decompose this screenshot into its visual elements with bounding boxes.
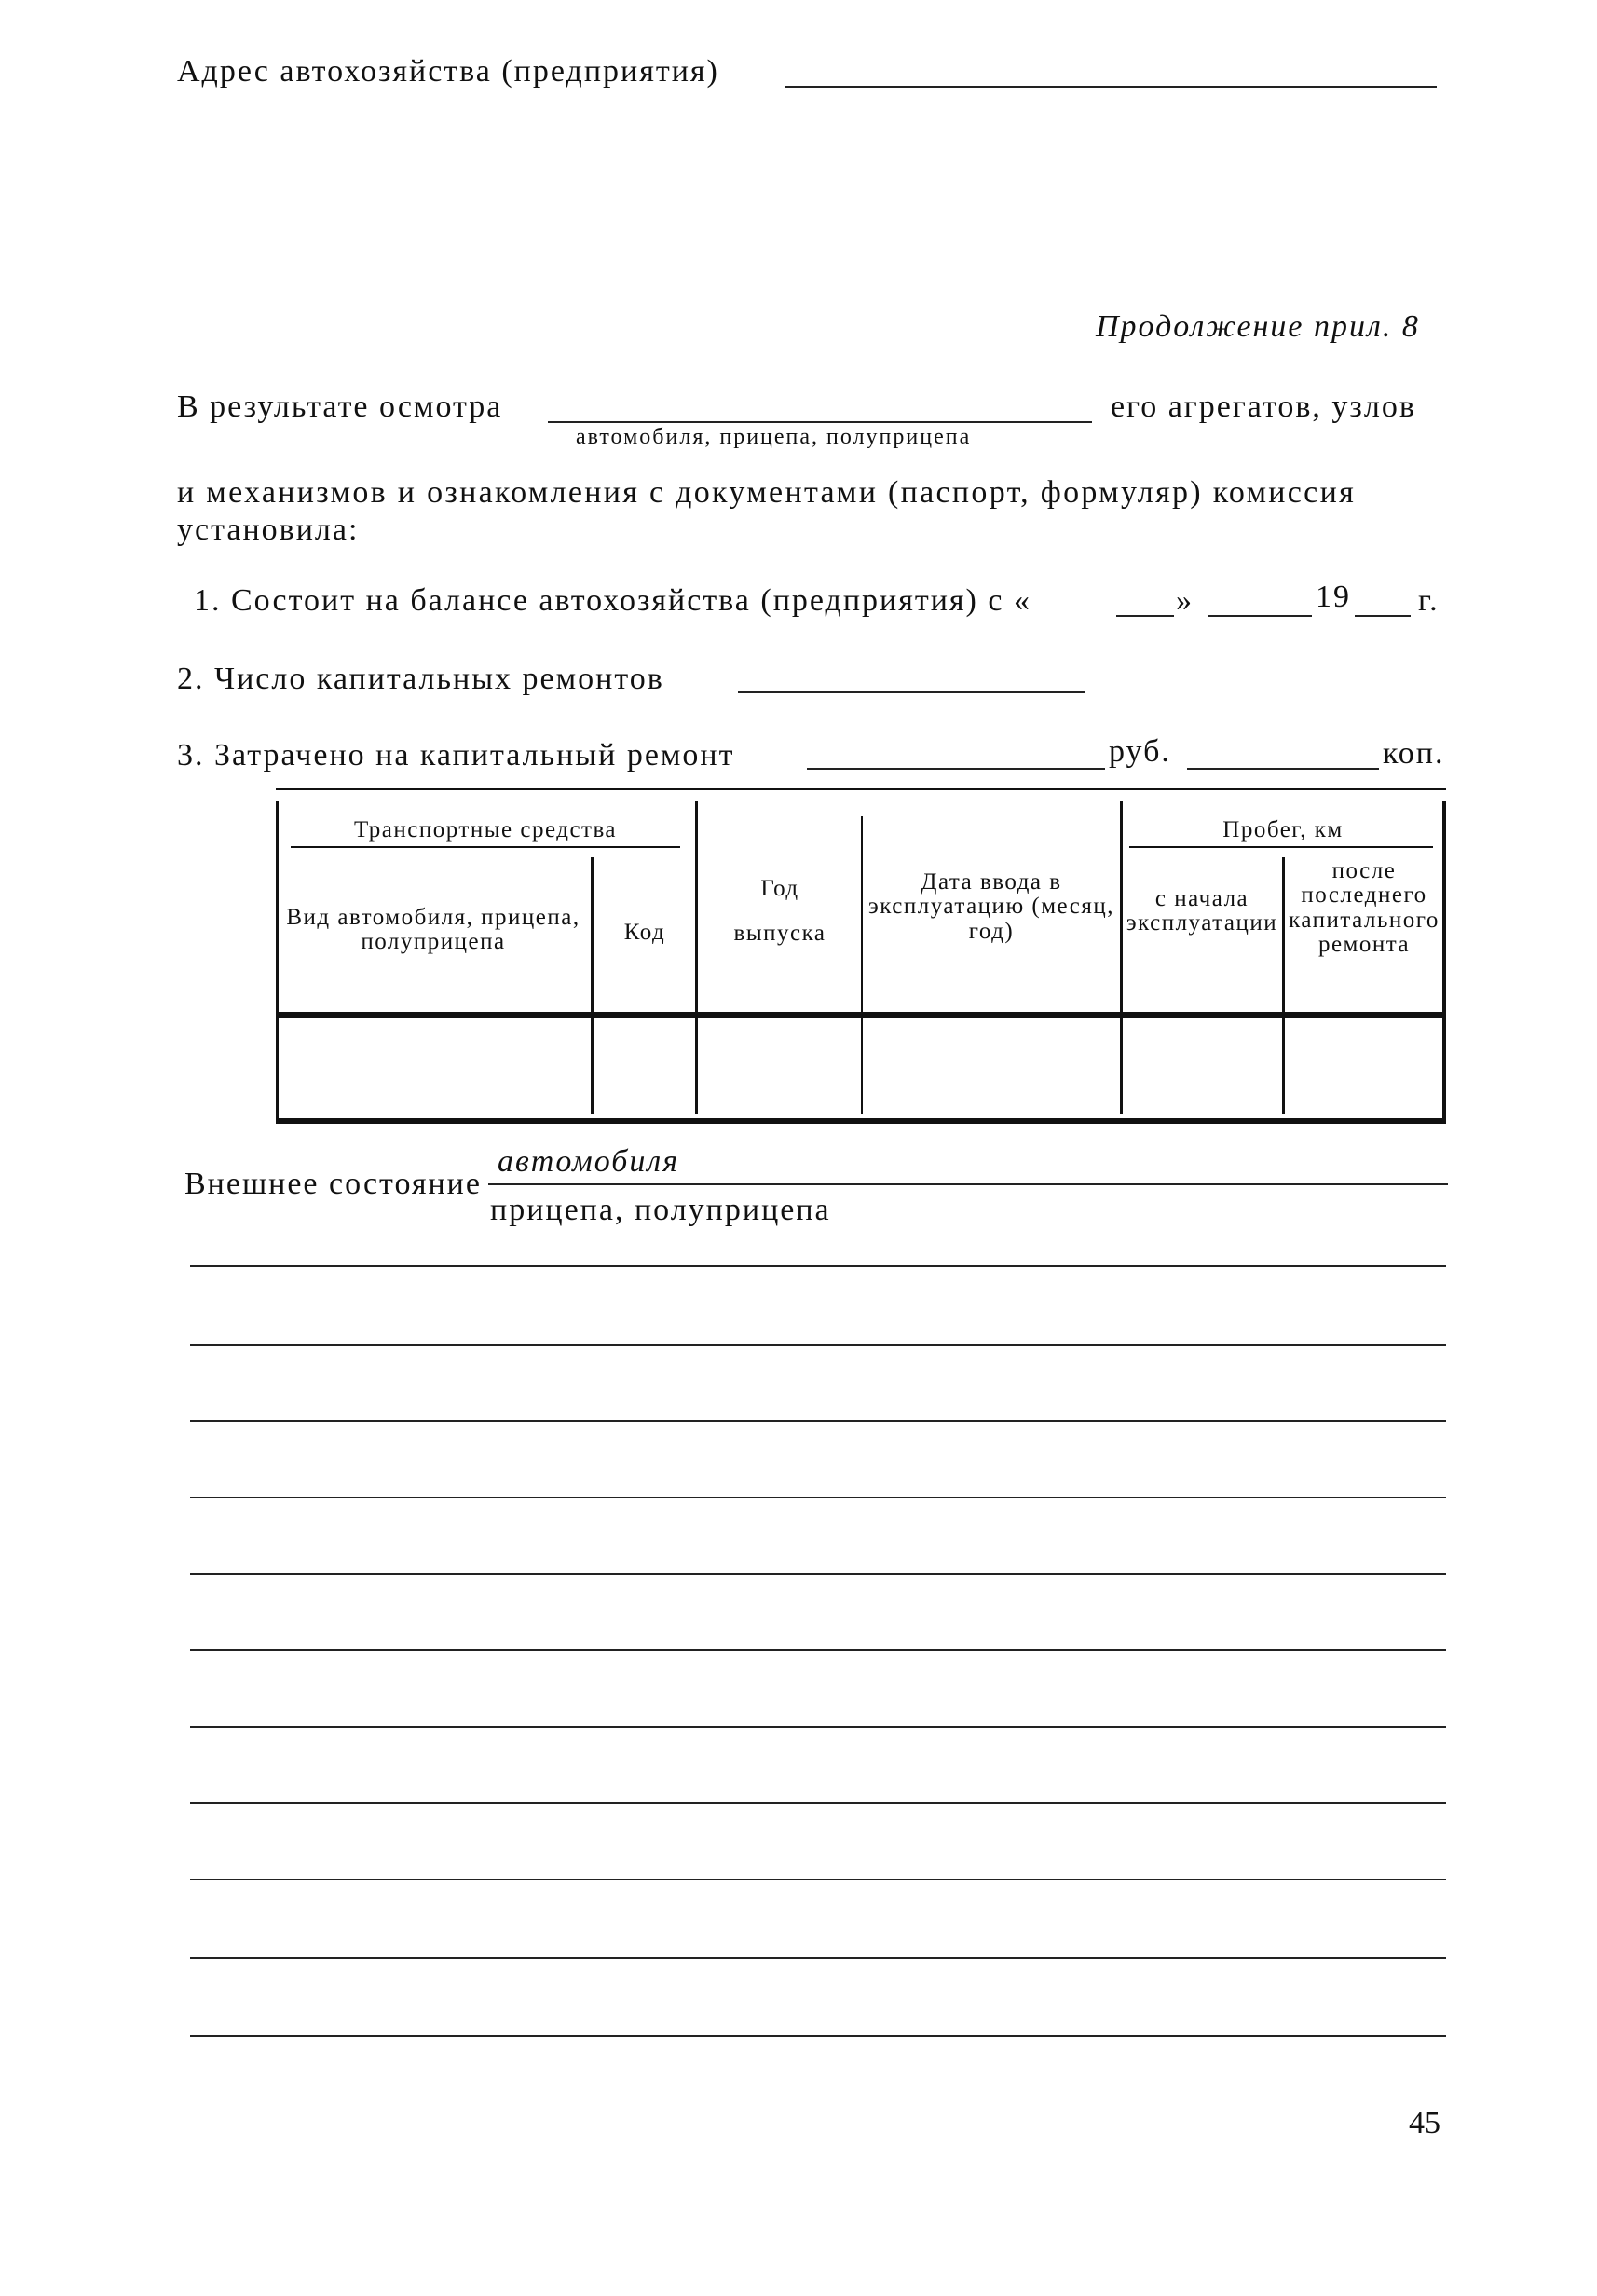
item2-field[interactable] (738, 691, 1085, 693)
item1-day-field[interactable] (1116, 615, 1174, 617)
header-transport-group: Транспортные средства (353, 817, 618, 842)
writing-line[interactable] (190, 1420, 1446, 1422)
mileage-group-underline (1129, 846, 1433, 848)
writing-line[interactable] (190, 1573, 1446, 1575)
divider-date-mileage (1120, 801, 1123, 1114)
cell-code[interactable] (594, 1021, 693, 1114)
item1-year-field[interactable] (1355, 615, 1411, 617)
writing-line[interactable] (190, 2035, 1446, 2037)
writing-line[interactable] (190, 1879, 1446, 1880)
writing-line[interactable] (190, 1649, 1446, 1651)
item2-text: 2. Число капитальных ремонтов (177, 662, 664, 696)
header-type: Вид автомобиля, прицепа, полуприцепа (286, 905, 580, 955)
header-mileage-group: Пробег, км (1222, 817, 1344, 842)
address-field[interactable] (785, 86, 1437, 88)
table-left-border (276, 801, 279, 1118)
intro-end: его агрегатов, узлов (1111, 390, 1416, 424)
external-fraction-line[interactable] (488, 1183, 1448, 1185)
transport-group-underline (291, 846, 680, 848)
item3-rub-field[interactable] (807, 768, 1105, 770)
writing-line[interactable] (190, 1957, 1446, 1959)
divider-type-code (591, 857, 594, 1114)
cell-since-repair[interactable] (1286, 1021, 1440, 1114)
header-since-start: с начала эксплуатации (1126, 886, 1278, 936)
external-lower: прицепа, полуприцепа (490, 1193, 831, 1227)
intro-start: В результате осмотра (177, 390, 503, 424)
vehicle-table (276, 788, 1446, 1129)
item3-text: 3. Затрачено на капитальный ремонт (177, 738, 735, 772)
intro-line2: и механизмов и ознакомления с документами (паспорт, формуляр) комиссия (177, 475, 1357, 510)
item1-quote-close: » (1176, 583, 1194, 618)
vehicle-field[interactable] (548, 421, 1092, 423)
divider-year-date (861, 816, 863, 1114)
address-label: Адрес автохозяйства (предприятия) (177, 54, 719, 89)
divider-code-year (695, 801, 698, 1114)
item1-text: 1. Состоит на балансе автохозяйства (предприятия) с « (194, 583, 1031, 618)
cell-date[interactable] (865, 1021, 1118, 1114)
table-top-border (276, 788, 1446, 790)
writing-line[interactable] (190, 1726, 1446, 1728)
item1-year-prefix: 19 (1316, 580, 1351, 614)
writing-line[interactable] (190, 1265, 1446, 1267)
cell-type[interactable] (280, 1021, 589, 1114)
divider-mileage-cols (1282, 857, 1285, 1114)
intro-line3: установила: (177, 512, 360, 547)
writing-line[interactable] (190, 1344, 1446, 1346)
cell-year[interactable] (699, 1021, 859, 1114)
external-upper: автомобиля (498, 1144, 679, 1179)
writing-line[interactable] (190, 1496, 1446, 1498)
header-since-repair: после последнего капитального ремонта (1289, 858, 1440, 957)
external-label: Внешнее состояние (184, 1167, 482, 1201)
table-bottom-border (276, 1118, 1446, 1124)
writing-line[interactable] (190, 1802, 1446, 1804)
item3-kop: коп. (1383, 736, 1445, 771)
cell-since-start[interactable] (1124, 1021, 1280, 1114)
page-number: 45 (1409, 2106, 1440, 2140)
item1-month-field[interactable] (1208, 615, 1312, 617)
vehicle-sublabel: автомобиля, прицепа, полуприцепа (576, 425, 972, 449)
header-bottom-border (276, 1012, 1446, 1018)
item1-year-suffix: г. (1418, 583, 1440, 618)
item3-kop-field[interactable] (1187, 768, 1379, 770)
header-date: Дата ввода в эксплуатацию (месяц, год) (868, 869, 1114, 944)
table-right-border (1442, 801, 1446, 1118)
header-code: Код (623, 920, 666, 945)
continuation-label: Продолжение прил. 8 (1096, 309, 1420, 344)
item3-rub: руб. (1109, 734, 1171, 769)
header-year: Год выпуска (733, 876, 826, 946)
